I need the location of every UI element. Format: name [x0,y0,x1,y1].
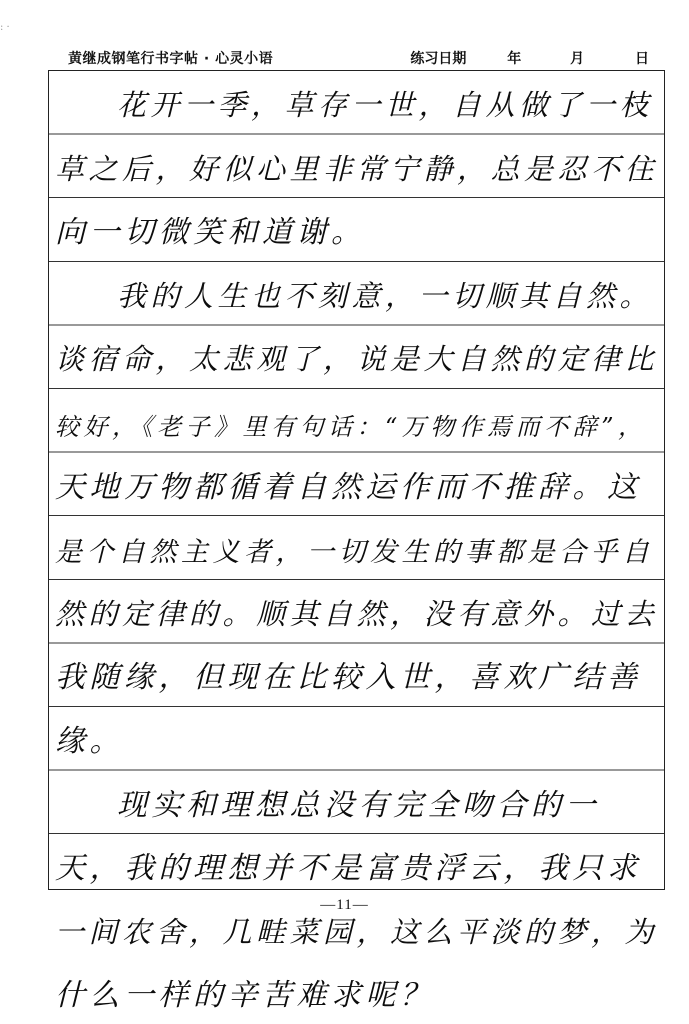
handwriting-line: 一间农舍，几畦菜园，这么平淡的梦，为 [55,914,659,949]
handwriting-line: 花开一季，草存一世，自从做了一枝 [117,88,654,122]
date-label: 练习日期 [410,51,467,67]
handwriting-line: 谈宿命，太悲观了，说是大自然的定律比 [55,342,659,377]
handwriting-line: 我随缘，但现在比较入世，喜欢广结善 [55,660,642,696]
handwriting-line: 然的定律的。顺其自然，没有意外。过去 [55,596,659,631]
scan-artifact: : · [0,22,10,33]
day-label: 日 [635,51,649,67]
copybook-title: 黄继成钢笔行书字帖 · 心灵小语 [68,51,274,67]
page-number: —11— [320,897,369,913]
page-header [48,44,665,70]
handwriting-line: 向一切微笑和道谢。 [55,215,366,251]
handwriting-line: 缘。 [55,724,124,759]
handwriting-line: 是个自然主义者，一切发生的事都是合乎自 [55,537,654,569]
handwriting-line: 什么一样的辛苦难求呢？ [55,978,435,1014]
handwriting-line: 较好，《老子》里有句话：“万物作焉而不辞”， [55,413,647,441]
practice-date [410,48,649,68]
year-label: 年 [507,51,522,67]
handwriting-line: 天，我的理想并不是富贵浮云，我只求 [55,851,642,887]
handwriting-line: 天地万物都循着自然运作而不推辞。这 [55,469,642,505]
handwriting-line: 草之后，好似心里非常宁静，总是忍不住 [55,151,659,186]
month-label: 月 [570,51,585,67]
handwriting-line: 我的人生也不刻意，一切顺其自然。 [117,278,654,313]
handwriting-line: 现实和理想总没有完全吻合的一 [117,787,600,823]
